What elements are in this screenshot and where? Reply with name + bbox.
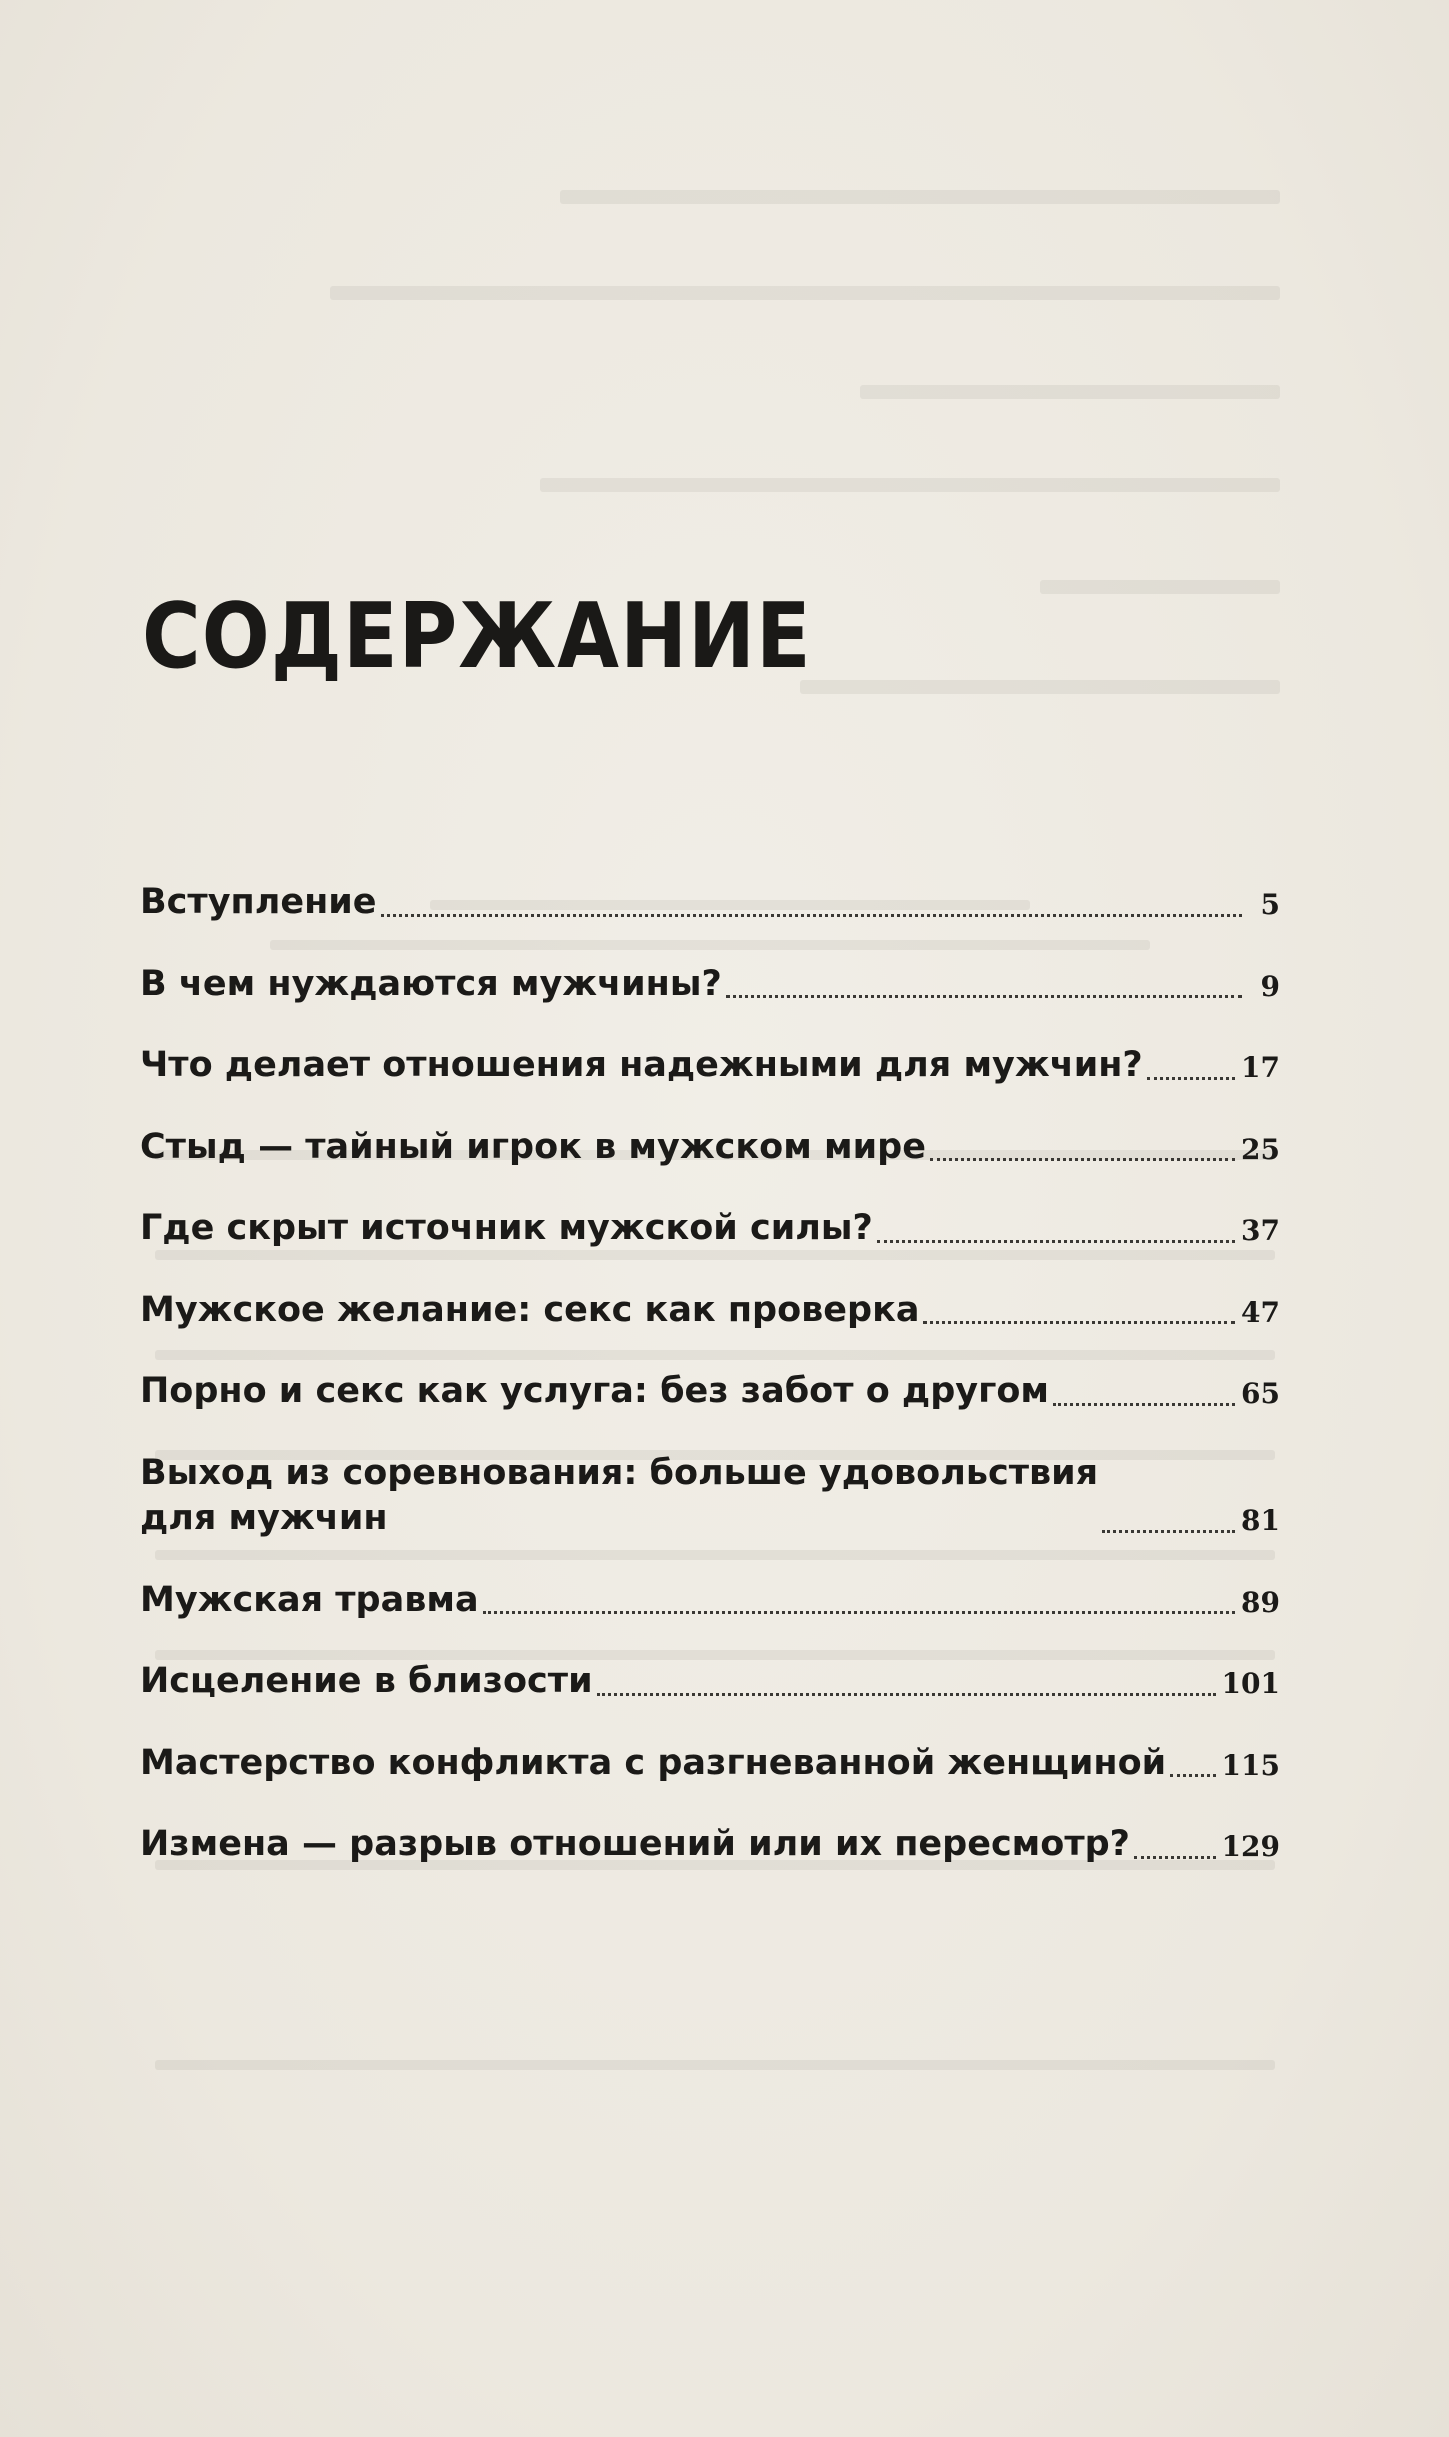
table-of-contents — [140, 880, 1280, 1868]
dot-leader — [877, 1240, 1235, 1243]
toc-page-number: 81 — [1241, 1504, 1280, 1538]
toc-entry-title — [140, 1451, 1098, 1542]
toc-entry[interactable] — [140, 1125, 1280, 1171]
toc-entry[interactable] — [140, 1206, 1280, 1252]
dot-leader — [483, 1611, 1235, 1614]
dot-leader — [726, 995, 1242, 998]
toc-page-number: 5 — [1260, 888, 1280, 922]
toc-entry-title: Мужское желание: секс как проверка — [140, 1289, 920, 1330]
toc-entry-title: Исцеление в близости — [140, 1661, 593, 1701]
toc-entry[interactable] — [140, 880, 1280, 926]
toc-page-number: 17 — [1241, 1051, 1280, 1085]
dot-leader — [1147, 1077, 1235, 1080]
toc-entry[interactable] — [140, 1043, 1280, 1089]
toc-entry-title: В чем нуждаются мужчины? — [140, 963, 722, 1004]
toc-entry-title: Вступление — [140, 882, 377, 922]
toc-entry[interactable] — [140, 1288, 1280, 1334]
toc-entry-title: Что делает отношения надежными для мужчин? — [140, 1045, 1143, 1085]
dot-leader — [930, 1158, 1235, 1161]
toc-entry-title-line-1: Выход из соревнования: больше удовольствия — [140, 1452, 1099, 1493]
toc-page-number: 129 — [1221, 1830, 1280, 1864]
toc-entry-title: Стыд — тайный игрок в мужском мире — [140, 1126, 926, 1167]
dot-leader — [1102, 1530, 1235, 1533]
toc-page-number: 89 — [1241, 1585, 1280, 1619]
toc-entry-title: Измена — разрыв отношений или их пересмотр? — [140, 1824, 1130, 1864]
toc-entry[interactable] — [140, 1822, 1280, 1868]
dot-leader — [1134, 1856, 1216, 1859]
dot-leader — [597, 1693, 1216, 1696]
toc-entry[interactable] — [140, 962, 1280, 1008]
toc-entry-title: Где скрыт источник мужской силы? — [140, 1208, 873, 1248]
dot-leader — [1053, 1403, 1235, 1406]
toc-entry[interactable] — [140, 1451, 1280, 1542]
toc-page-number: 9 — [1260, 969, 1280, 1003]
dot-leader — [381, 914, 1242, 917]
toc-entry[interactable] — [140, 1369, 1280, 1415]
toc-page-number: 65 — [1241, 1377, 1280, 1411]
toc-entry-title: Мужская травма — [140, 1579, 479, 1620]
toc-entry[interactable] — [140, 1741, 1280, 1787]
toc-entry[interactable] — [140, 1659, 1280, 1705]
dot-leader — [923, 1321, 1235, 1324]
toc-page-number: 47 — [1241, 1295, 1280, 1329]
toc-page-number: 101 — [1221, 1667, 1280, 1701]
dot-leader — [1170, 1774, 1215, 1777]
toc-page-number: 25 — [1241, 1132, 1280, 1166]
toc-entry-title: Мастерство конфликта с разгневанной женщиной — [140, 1742, 1167, 1783]
toc-entry-title: Порно и секс как услуга: без забот о другом — [140, 1371, 1050, 1411]
toc-page-number: 115 — [1221, 1748, 1280, 1782]
toc-entry-title-line-2: для мужчин — [140, 1498, 388, 1538]
toc-title: СОДЕРЖАНИЕ — [142, 584, 812, 689]
toc-entry[interactable] — [140, 1578, 1280, 1624]
toc-page-number: 37 — [1241, 1214, 1280, 1248]
